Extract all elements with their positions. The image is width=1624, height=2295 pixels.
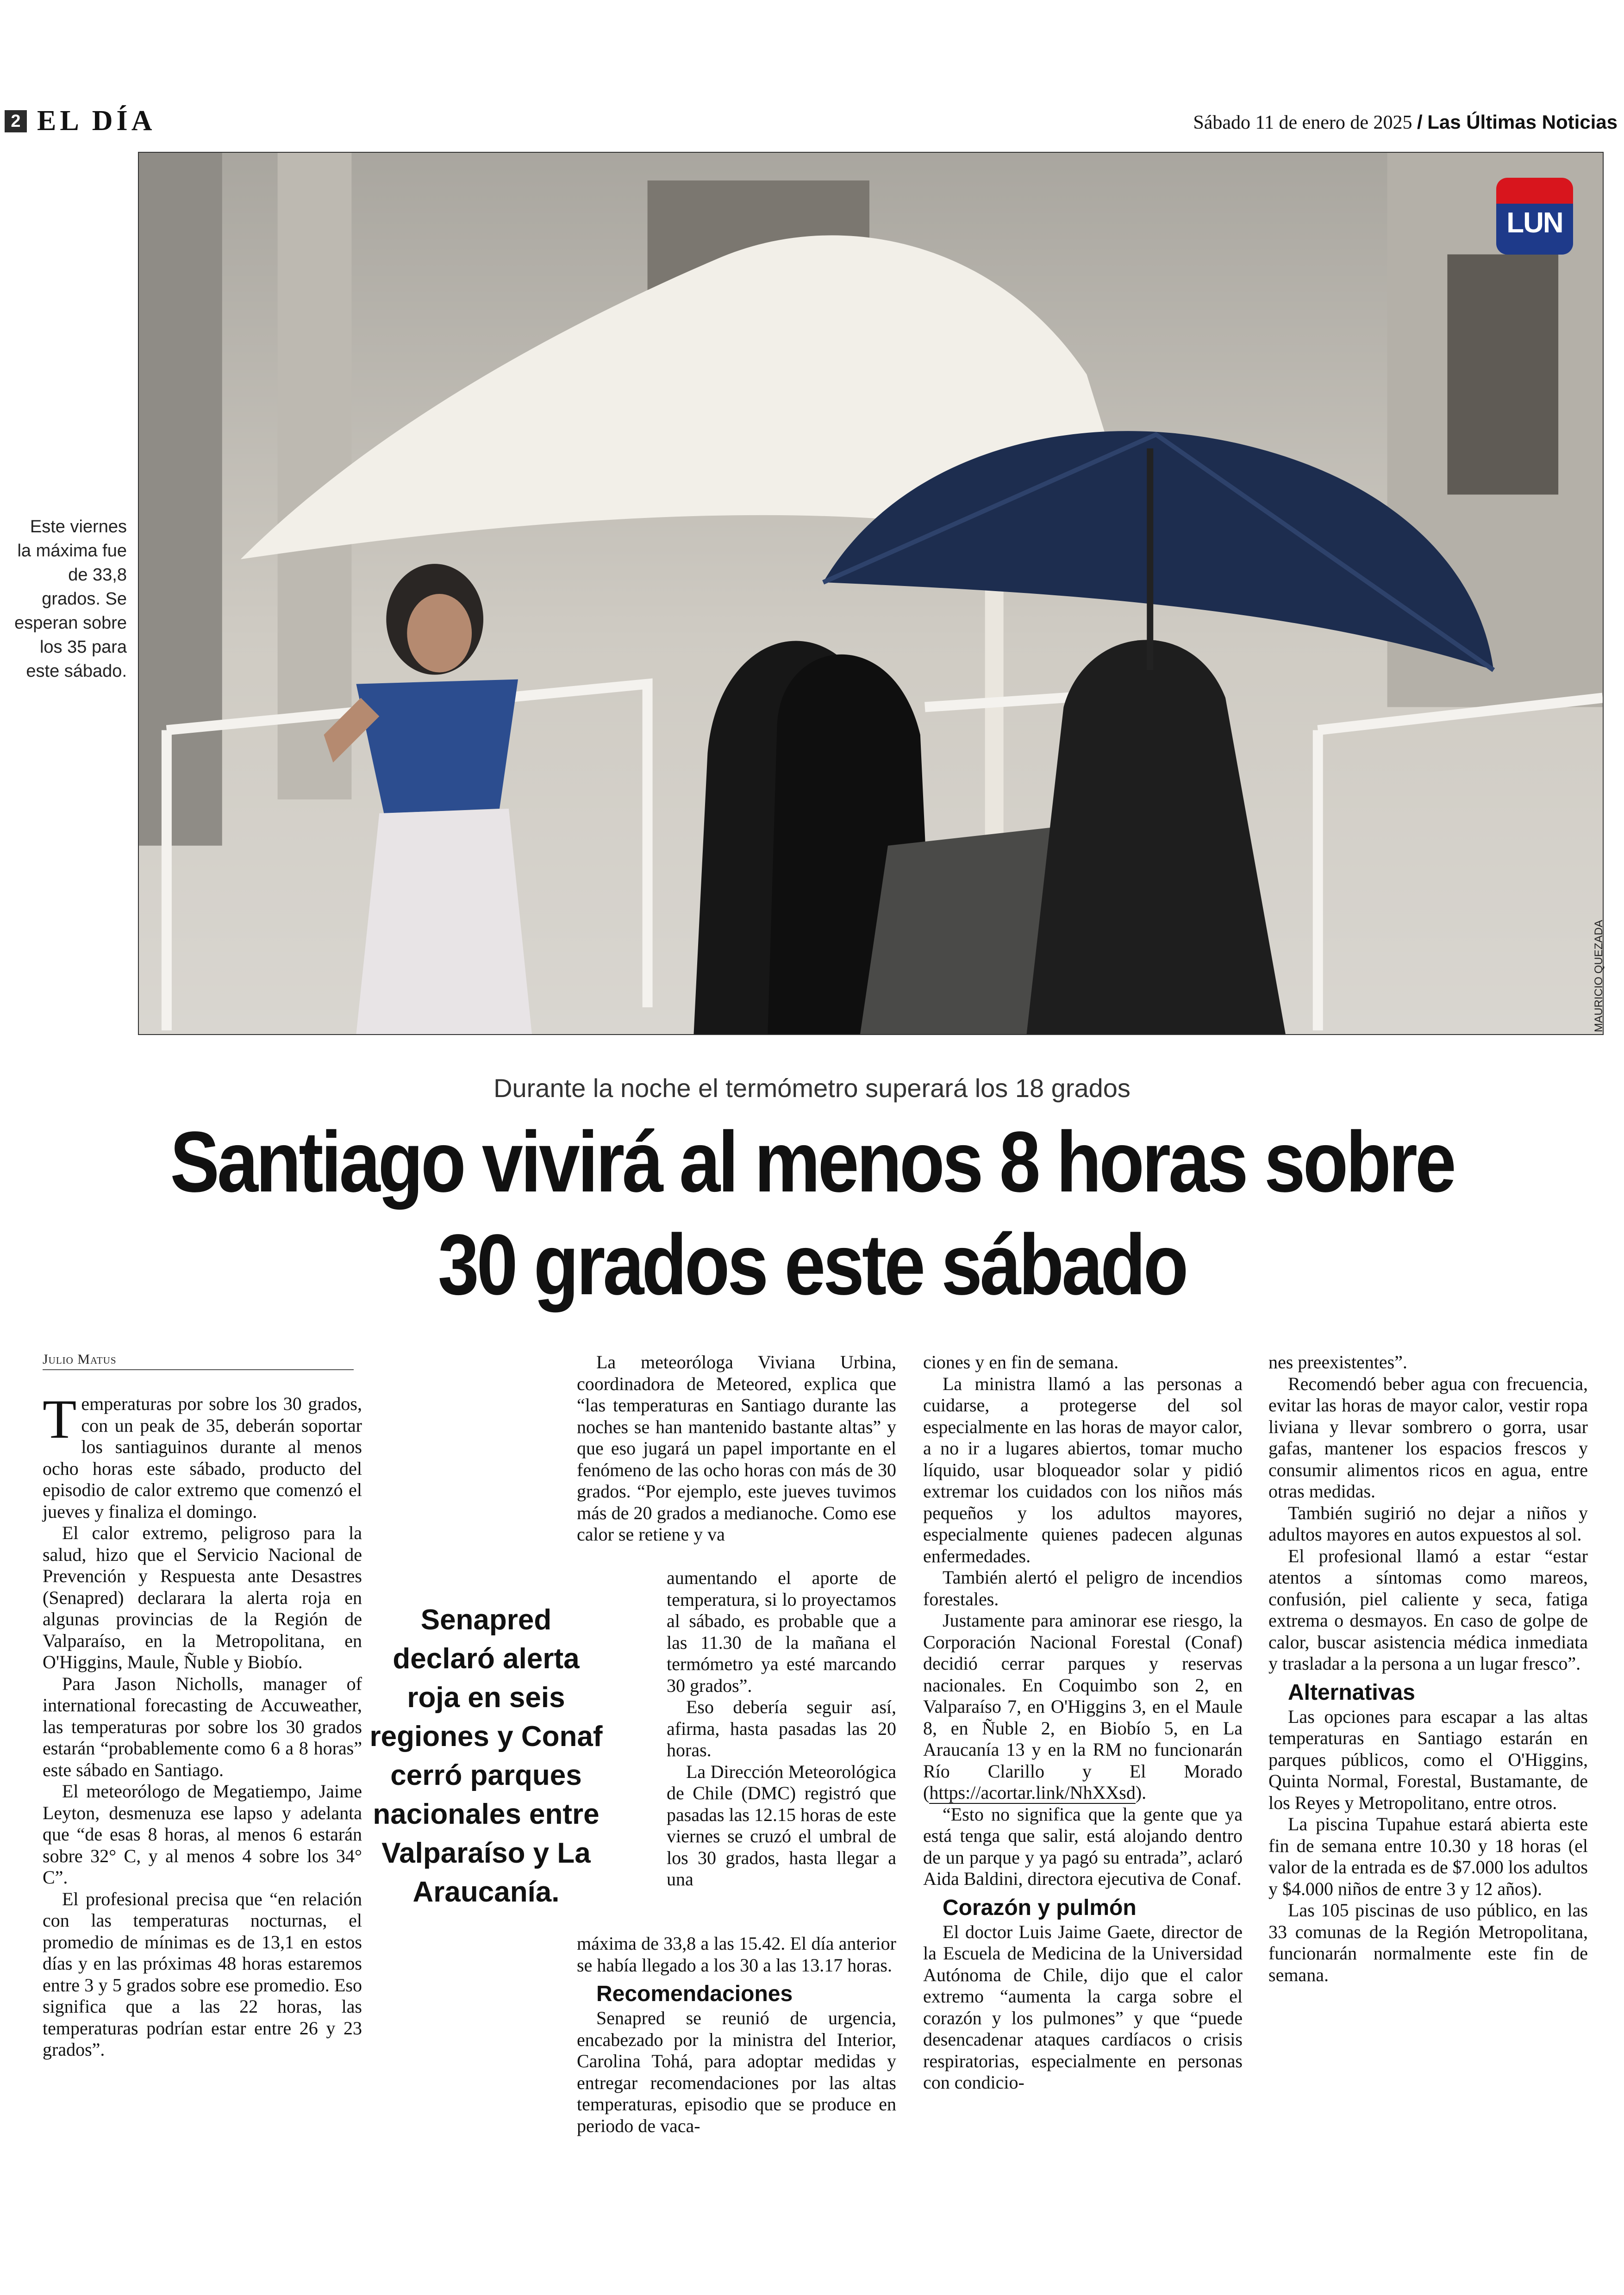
issue-date: Sábado 11 de enero de 2025	[1193, 112, 1412, 133]
paragraph: El profesional llamó a estar “estar atentos a síntomas como mareos, confusión, piel caliente y seca, fatiga extrema o desmayos. En caso de golpe de calor, buscar asistencia médica inmediata y trasladar a la persona a un lugar fresco”.	[1268, 1545, 1588, 1674]
byline: Julio Matus	[43, 1352, 354, 1370]
paragraph: El calor extremo, peligroso para la salud, hizo que el Servicio Nacional de Prevención y Respuesta ante Desastres (Senapred) declarara la alerta roja en algunas provincias de la Región de Valparaíso, en la Metropolitana, en O'Higgins, Maule, Ñuble y Biobío.	[43, 1522, 362, 1672]
headline-line-1: Santiago vivirá al menos 8 horas sobre	[170, 1114, 1454, 1210]
subheading-recomendaciones: Recomendaciones	[596, 1982, 793, 2006]
section-title: EL DÍA	[37, 105, 156, 137]
article-column-4	[1268, 1352, 1588, 1986]
lead-photo	[138, 152, 1604, 1035]
paragraph: El profesional precisa que “en relación con las temperaturas nocturnas, el promedio de mínimas es de 13,1 en estos días y en las próximas 48 horas estaremos entre 3 y 5 grados sobre ese promedio. Eso significa que a las 22 horas, las temperaturas podrían estar entre 26 y 23 grados”.	[43, 1888, 362, 2060]
photo-illustration	[139, 153, 1603, 1034]
headline-line-2: 30 grados este sábado	[437, 1217, 1187, 1313]
parks-link[interactable]: https://acortar.link/NhXXsd	[929, 1782, 1136, 1803]
paragraph: nes preexistentes”.	[1268, 1352, 1407, 1372]
subheading-corazon: Corazón y pulmón	[943, 1895, 1137, 1920]
subheading-alternativas: Alternativas	[1288, 1680, 1415, 1705]
paragraph: La ministra llamó a las personas a cuidarse, a protegerse del sol especialmente en las horas de mayor calor, a no ir a lugares abiertos, tomar mucho líquido, usar bloqueador solar y pidió extremar los cuidados con los niños más pequeños y los adultos mayores, especialmente quienes padecen algunas enfermedades.	[923, 1373, 1243, 1566]
article-column-2-bottom	[577, 1933, 896, 2137]
paragraph: La Dirección Meteorológica de Chile (DMC) registró que pasadas las 12.15 horas de este viernes se cruzó el umbral de los 30 grados, hasta llegar a una	[667, 1761, 896, 1890]
paragraph-text: ).	[1135, 1782, 1147, 1803]
paragraph: El meteorólogo de Megatiempo, Jaime Leyton, desmenuza ese lapso y adelanta que “de esas 8 horas, al menos 6 estarán sobre 32° C, y al menos 4 sobre los 34° C”.	[43, 1781, 362, 1888]
paragraph: Para Jason Nicholls, manager of international forecasting de Accuweather, las temperaturas por sobre los 30 grados estarán “probablemente como 6 a 8 horas” este sábado en Santiago.	[43, 1673, 362, 1780]
kicker: Durante la noche el termómetro superará los 18 grados	[493, 1073, 1131, 1103]
paragraph: La piscina Tupahue estará abierta este fin de semana entre 10.30 y 18 horas (el valor de la entrada es de $7.000 los adultos y $4.000 niños de entre 3 y 12 años).	[1268, 1814, 1588, 1899]
lun-logo-text: LUN	[1506, 207, 1563, 239]
paragraph: El doctor Luis Jaime Gaete, director de la Escuela de Medicina de la Universidad Autónoma de Chile, dijo que el calor extremo “aumenta la carga sobre el corazón y los pulmones” y que “puede desencadenar ataques cardíacos o crisis respiratorias, especialmente en personas con condicio-	[923, 1921, 1243, 2093]
pull-quote: Senapred declaró alerta roja en seis regiones y Conaf cerró parques nacionales entre Valparaíso y La Araucanía.	[369, 1604, 603, 1908]
paragraph: “Esto no significa que la gente que ya está tenga que salir, está alojando dentro de un parque y ya pagó su entrada”, aclaró Aida Baldini, directora ejecutiva de Conaf.	[923, 1803, 1243, 1889]
article-column-2-narrow	[667, 1567, 896, 1890]
publication-name: Las Últimas Noticias	[1427, 111, 1618, 133]
paragraph: Las opciones para escapar a las altas temperaturas en Santiago estarán en parques públicos, como el O'Higgins, Quinta Normal, Forestal, Bustamante, de los Reyes y Metropolitano, entre otros.	[1268, 1706, 1588, 1813]
dateline-separator: /	[1417, 111, 1423, 133]
photo-caption: Este viernes la máxima fue de 33,8 grados. Se esperan sobre los 35 para este sábado.	[14, 517, 127, 681]
page-number: 2	[5, 110, 27, 132]
article-column-2-top	[577, 1352, 896, 1546]
drop-cap: T	[43, 1388, 77, 1450]
lun-logo	[1496, 178, 1573, 255]
article-column-3	[923, 1352, 1243, 2094]
paragraph: Las 105 piscinas de uso público, en las 33 comunas de la Región Metropolitana, funcionarán normalmente este fin de semana.	[1268, 1900, 1588, 1985]
paragraph: aumentando el aporte de temperatura, si lo proyectamos al sábado, es probable que a las 11.30 de la mañana el termómetro ya esté marcando 30 grados”.	[667, 1567, 896, 1696]
paragraph: Recomendó beber agua con frecuencia, evitar las horas de mayor calor, vestir ropa liviana y llevar sombrero o gorra, usar gafas, mantener los espacios frescos y consumir alimentos ricos en agua, entre otras medidas.	[1268, 1373, 1588, 1502]
paragraph: máxima de 33,8 a las 15.42. El día anterior se había llegado a los 30 a las 13.17 horas.	[577, 1933, 896, 1976]
photo-credit: MAURICIO QUEZADA	[1593, 920, 1605, 1032]
paragraph-text: emperaturas por sobre los 30 grados, con un peak de 35, deberán soportar los santiaguinos durante al menos ocho horas este sábado, producto del episodio de calor extremo que comenzó el jueves y finaliza el domingo.	[43, 1393, 362, 1522]
headline	[130, 1111, 1494, 1316]
article-column-1	[43, 1388, 362, 2061]
paragraph: La meteoróloga Viviana Urbina, coordinadora de Meteored, explica que “las temperaturas en Santiago durante las noches se han mantenido bastante altas” y que eso jugará un papel importante en el fenómeno de las ocho horas con más de 30 grados. “Por ejemplo, este jueves tuvimos más de 20 grados a medianoche. Como ese calor se retiene y va	[577, 1352, 896, 1545]
paragraph: ciones y en fin de semana.	[923, 1352, 1119, 1372]
paragraph: También alertó el peligro de incendios forestales.	[923, 1567, 1243, 1609]
paragraph-text: Justamente para aminorar ese riesgo, la Corporación Nacional Forestal (Conaf) decidió cerrar parques y reservas nacionales. En Coquimbo son 2, en Valparaíso 7, en O'Higgins 3, en el Maule 8, en Ñuble 2, en Biobío 5, en La Araucanía 13 y en la RM no funcionarán Río Clarillo y El Morado (	[923, 1610, 1243, 1803]
paragraph	[43, 1388, 362, 1522]
paragraph: Senapred se reunió de urgencia, encabezado por la ministra del Interior, Carolina Tohá, para adoptar medidas y entregar recomendaciones por las altas temperaturas, episodio que se produce en periodo de vaca-	[577, 2008, 896, 2136]
paragraph: También sugirió no dejar a niños y adultos mayores en autos expuestos al sol.	[1268, 1502, 1588, 1545]
paragraph: Eso debería seguir así, afirma, hasta pasadas las 20 horas.	[667, 1696, 896, 1760]
paragraph	[923, 1610, 1243, 1804]
dateline	[1193, 111, 1618, 134]
